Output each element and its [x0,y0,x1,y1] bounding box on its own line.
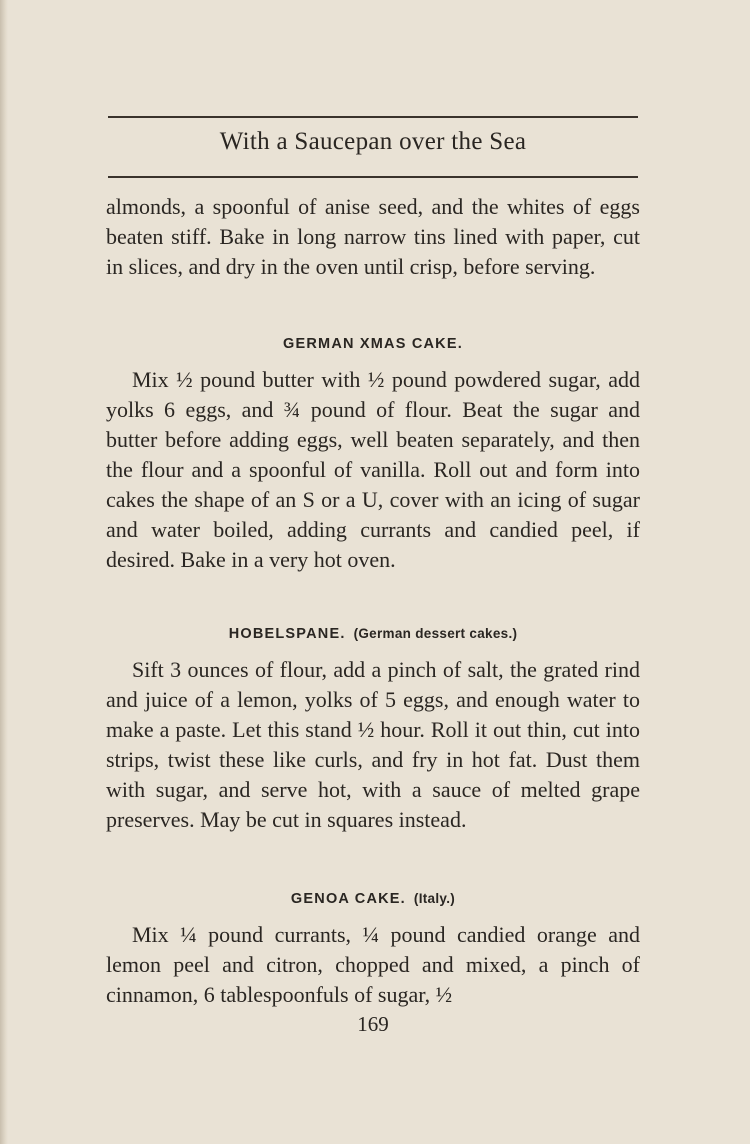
page-number: 169 [357,1012,389,1036]
header-rule-bottom [108,176,638,178]
recipe-title-german-xmas-cake [106,336,640,352]
header-rule-top [108,116,638,118]
continuation-paragraph: almonds, a spoonful of anise seed, and the whites of eggs beaten stiff. Bake in long narrow tins lined with paper, cut in slices, and dry in the oven until crisp, before serving. [106,194,640,279]
recipe-body-hobelspane: Sift 3 ounces of flour, add a pinch of salt, the grated rind and juice of a lemon, yolks of 5 eggs, and enough water to make a paste. Let this stand ½ hour. Roll it out thin, cut into strips, twist these like curls, and fry in hot fat. Dust them with sugar, and serve hot, with a sauce of melted grape preserves. May be cut in squares instead. [106,657,640,832]
recipe-subtitle: (German dessert cakes.) [353,626,518,641]
recipe-title-hobelspane [106,626,640,642]
running-head: With a Saucepan over the Sea [219,128,527,155]
recipe-title-genoa-cake [106,891,640,907]
page-edge [0,0,8,1144]
recipe-body-genoa-cake: Mix ¼ pound currants, ¼ pound candied orange and lemon peel and citron, chopped and mixed, a pinch of cinnamon, 6 tablespoonfuls of sugar, ½ [106,922,640,1007]
recipe-title: GENOA CAKE. [290,891,406,907]
recipe-title: HOBELSPANE. [228,626,346,642]
recipe-body-german-xmas-cake: Mix ½ pound butter with ½ pound powdered sugar, add yolks 6 eggs, and ¾ pound of flour. Beat the sugar and butter before adding eggs, well beaten separately, and then the flour and a spoonful of vanilla. Roll out and form into cakes the shape of an S or a U, cover with an icing of sugar and water boiled, adding currants and candied peel, if desired. Bake in a very hot oven. [106,367,640,572]
recipe-title: GERMAN XMAS CAKE. [283,336,463,352]
recipe-subtitle: (Italy.) [413,891,456,906]
